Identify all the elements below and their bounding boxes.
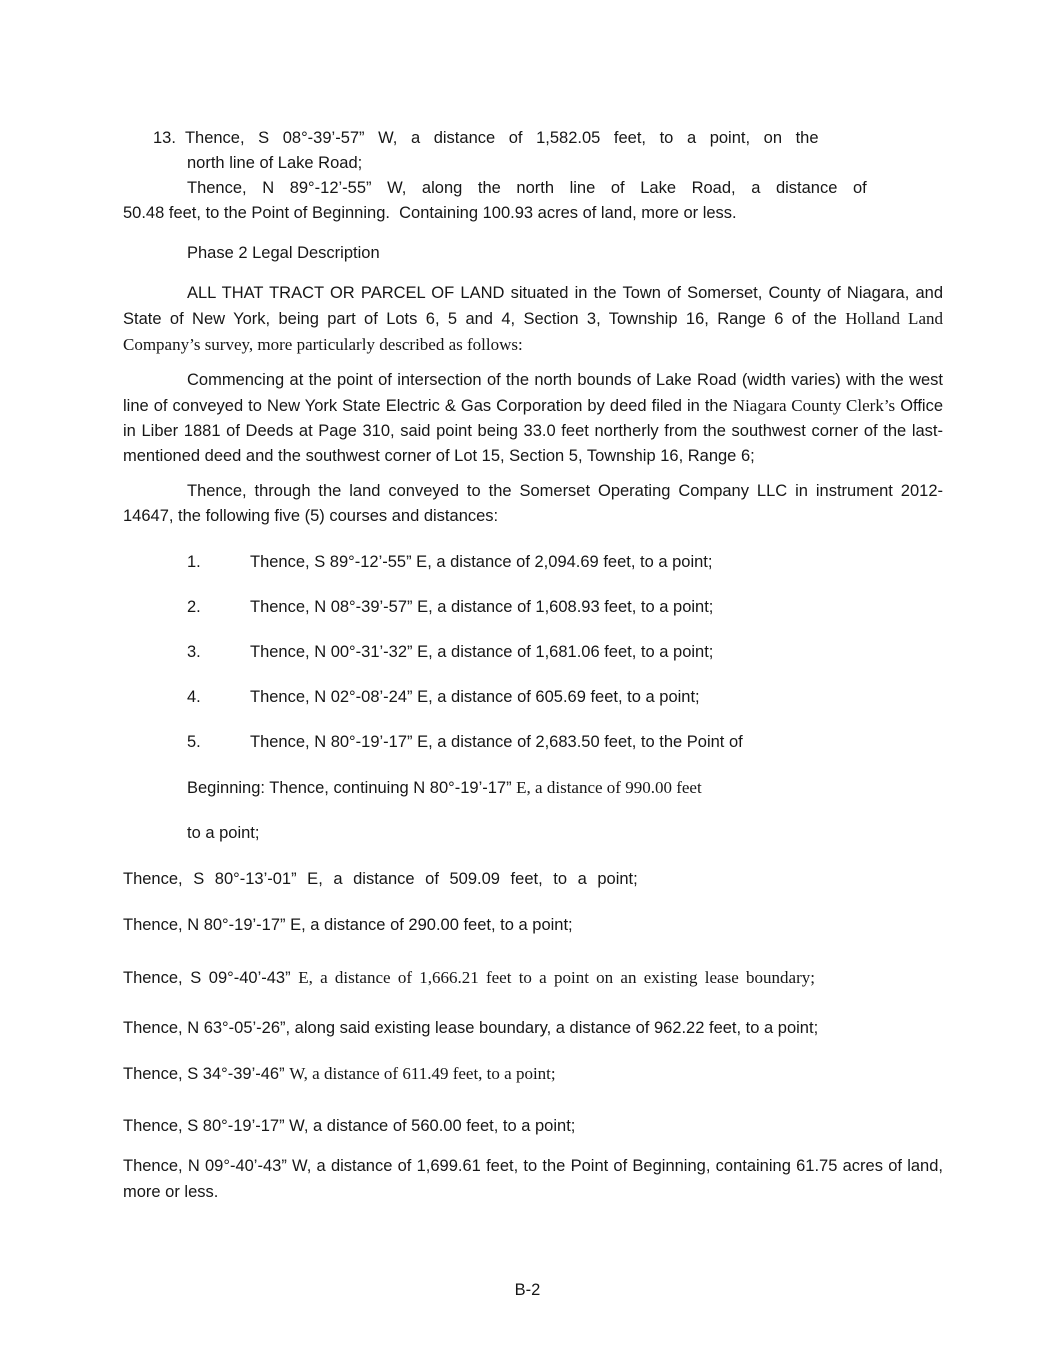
courses-intro-paragraph: Thence, through the land conveyed to the Somerset Operating Company LLC in instrument 2012- 14647, the following five (5) courses and distances: xyxy=(123,482,943,525)
tract-paragraph xyxy=(123,281,943,358)
document-body xyxy=(123,126,943,1205)
course-item-2 xyxy=(123,595,943,620)
course-item-4 xyxy=(123,685,943,710)
thence-4-text: Thence, N 63°-05’-26”, along said existing lease boundary, a distance of 962.22 feet, to a point; xyxy=(123,1019,819,1037)
to-a-point-line: to a point; xyxy=(187,824,260,842)
tract-paragraph-serif: Holland Land Company’s survey, more particularly described as follows: xyxy=(123,309,943,354)
course-number: 1. xyxy=(187,553,201,571)
course-text: Thence, N 02°-08’-24” E, a distance of 605.69 feet, to a point; xyxy=(250,688,700,706)
beginning-sans: Beginning: Thence, continuing N 80°-19’-17” xyxy=(187,779,517,797)
commencing-serif: Niagara County Clerk’s xyxy=(732,396,896,415)
course-item-3 xyxy=(123,640,943,665)
course-text: Thence, N 00°-31’-32” E, a distance of 1,681.06 feet, to a point; xyxy=(250,643,714,661)
thence-5-serif: W, a distance of 611.49 feet, to a point; xyxy=(289,1064,556,1083)
item-13-line-3: Thence, N 89°-12’-55” W, along the north line of Lake Road, a distance of xyxy=(187,179,867,197)
beginning-serif: E, a distance of 990.00 feet xyxy=(516,778,702,797)
beginning-continuation-line xyxy=(123,775,943,801)
commencing-sans-2: Office in Liber 1881 of Deeds at Page 310, said point being 33.0 feet northerly from the southwest corner of the last-mentioned deed and the southwest corner of Lot 15, Section 5, Township 16, Range 6; xyxy=(123,397,944,465)
thence-6-text: Thence, S 80°-19’-17” W, a distance of 560.00 feet, to a point; xyxy=(123,1117,576,1135)
thence-1-text: Thence, S 80°-13’-01” E, a distance of 509.09 feet, to a point; xyxy=(123,870,638,888)
section-heading-phase2: Phase 2 Legal Description xyxy=(187,244,380,262)
thence-3-serif: E, a distance of 1,666.21 feet to a point on an existing lease boundary; xyxy=(298,968,815,987)
item-13-number: 13. xyxy=(153,129,176,147)
commencing-sans-1: Commencing at the point of intersection of the north bounds of Lake Road (width varies) with the west line of conveyed to New York State Electric & Gas Corporation by deed filed in the xyxy=(123,371,943,415)
item-13-line-1 xyxy=(123,126,943,151)
course-number: 2. xyxy=(187,598,201,616)
thence-line-6 xyxy=(123,1113,943,1139)
thence-2-text: Thence, N 80°-19’-17” E, a distance of 290.00 feet, to a point; xyxy=(123,916,573,934)
course-number: 5. xyxy=(187,733,201,751)
course-item-5 xyxy=(123,730,943,755)
course-text: Thence, N 80°-19’-17” E, a distance of 2,683.50 feet, to the Point of xyxy=(250,733,743,751)
thence-line-2 xyxy=(123,912,943,938)
course-number: 4. xyxy=(187,688,201,706)
page-number: B-2 xyxy=(514,1281,541,1299)
item-13-block xyxy=(123,126,943,226)
tract-paragraph-sans: ALL THAT TRACT OR PARCEL OF LAND situated in the Town of Somerset, County of Niagara, and State of New York, being part of Lots 6, 5 and 4, Section 3, Township 16, Range 6 of the xyxy=(123,284,943,328)
thence-line-5 xyxy=(123,1061,943,1087)
commencing-paragraph xyxy=(123,368,943,469)
course-text: Thence, S 89°-12’-55” E, a distance of 2,094.69 feet, to a point; xyxy=(250,553,713,571)
courses-list xyxy=(123,550,943,755)
item-13-text: Thence, S 08°-39’-57” W, a distance of 1,582.05 feet, to a point, on the xyxy=(184,129,819,147)
course-number: 3. xyxy=(187,643,201,661)
thence-line-1 xyxy=(123,866,943,892)
course-item-1 xyxy=(123,550,943,575)
thence-3-text: Thence, S 09°-40’-43” xyxy=(123,969,299,987)
item-13-line-2: north line of Lake Road; xyxy=(187,154,363,172)
item-13-line-4: 50.48 feet, to the Point of Beginning. Containing 100.93 acres of land, more or less. xyxy=(123,204,737,222)
thence-line-3 xyxy=(123,965,943,991)
thence-line-4 xyxy=(123,1015,943,1041)
closing-paragraph: Thence, N 09°-40’-43” W, a distance of 1,699.61 feet, to the Point of Beginning, containing 61.75 acres of land, more or less. xyxy=(123,1157,943,1201)
thence-5-text: Thence, S 34°-39’-46” xyxy=(123,1065,290,1083)
course-text: Thence, N 08°-39’-57” E, a distance of 1,608.93 feet, to a point; xyxy=(250,598,714,616)
